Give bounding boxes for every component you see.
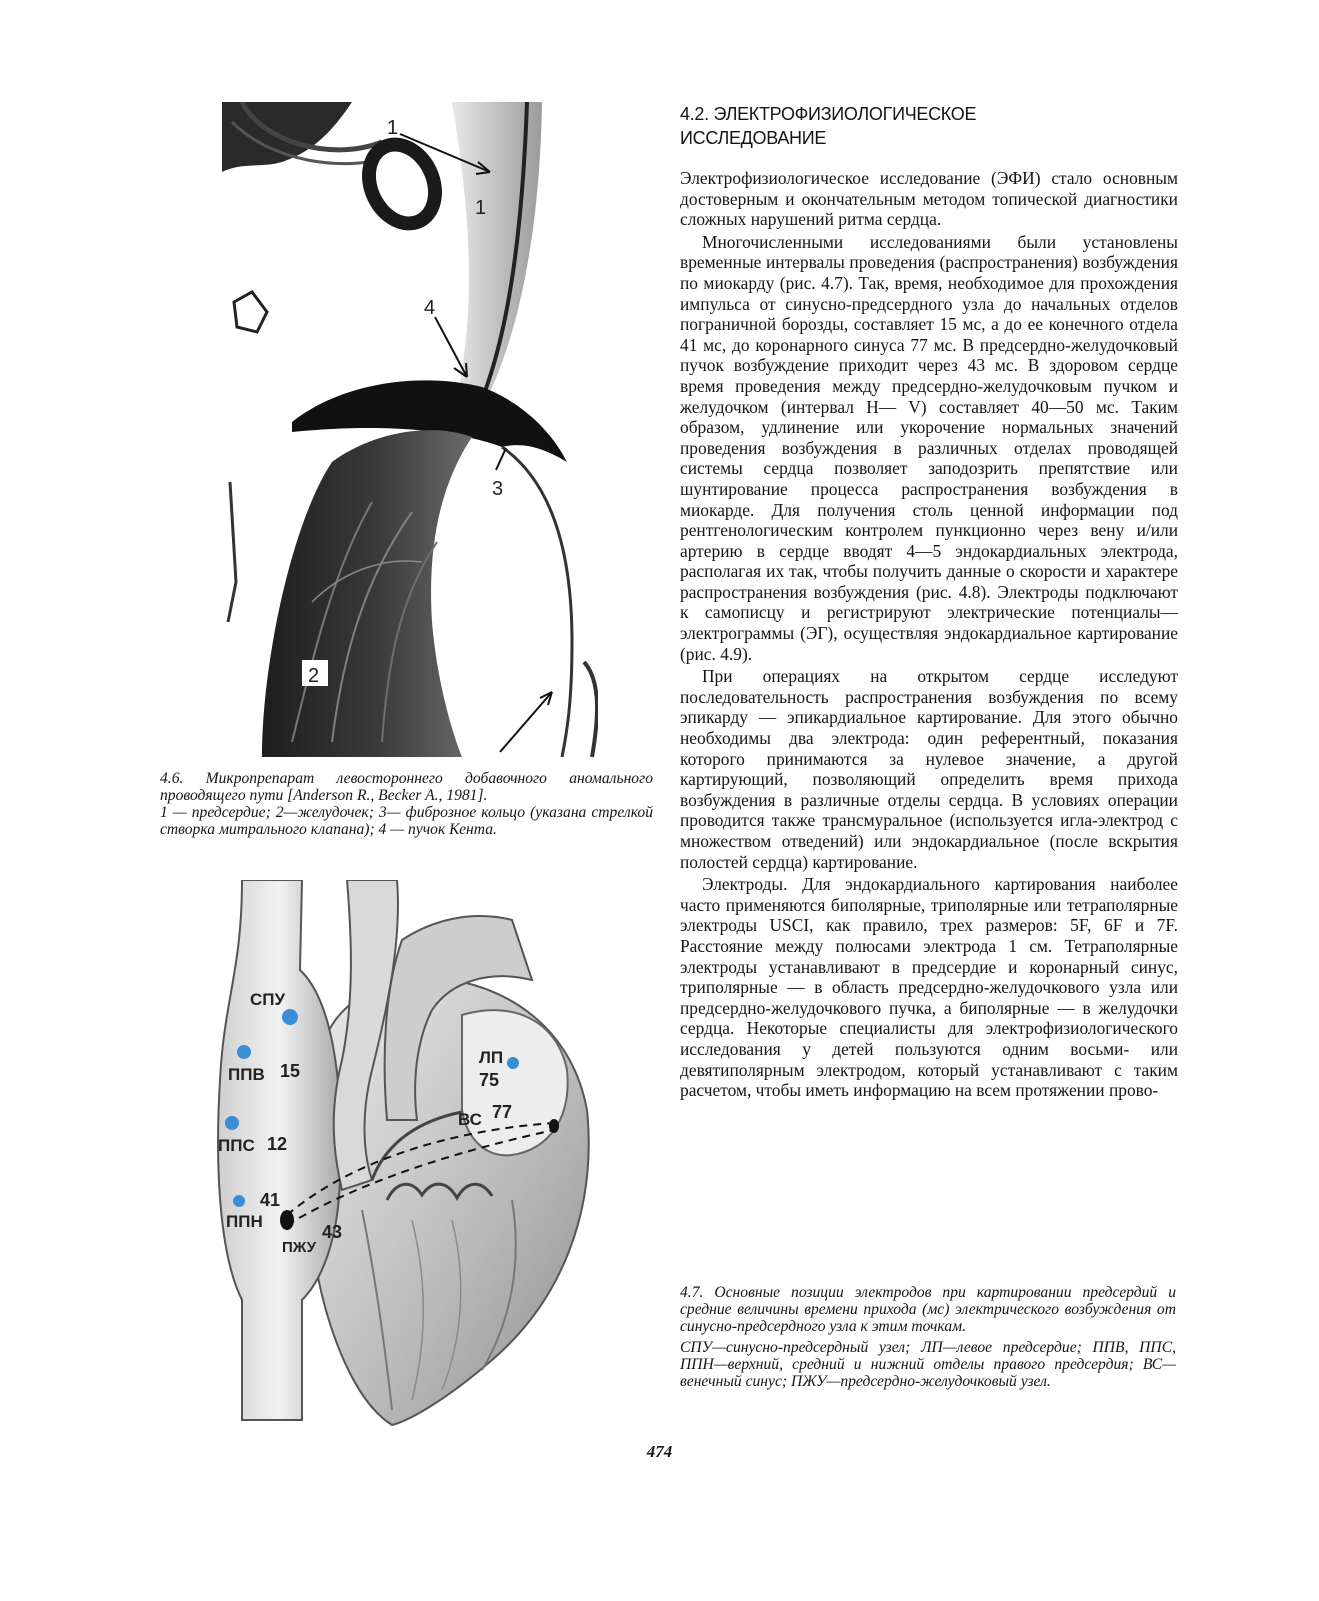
label-vs-time: 77 [492,1102,513,1122]
figure-4-7-caption-title: 4.7. Основные позиции электродов при картировании предсердий и средние величины времени прихода (мс) электрического возбуждения от синусно-предсердного узла к этим точкам. [680,1284,1176,1335]
section-heading-line-1: 4.2. ЭЛЕКТРОФИЗИОЛОГИЧЕСКОЕ [680,104,977,124]
label-pps: ППС [218,1136,255,1155]
micrograph-figure [222,102,598,758]
figure-4-6-caption [160,770,653,838]
ppv-electrode-dot [237,1045,251,1059]
heart-diagram-figure [212,880,602,1440]
paragraph-2: Многочисленными исследованиями были установлены временные интервалы проведения (распространения) возбуждения по миокарду (рис. 4.7). Так, время, необходимое для прохождения импульса от синусно-предсердного узла до начальных отделов пограничной борозды, составляет 15 мс, а до ее конечного отдела 41 мс, до коронарного синуса 77 мс. В предсердно-желудочковый пучок возбуждение приходит через 43 мс. В здоровом сердце время проведения между предсердно-желудочковым пучком и желудочком (интервал H— V) составляет 40—50 мс. Таким образом, удлинение или укорочение нормальных значений проведения возбуждения в различных отделах проводящей системы сердца позволяет заподозрить препятствие или шунтирование процесса распространения возбуждения в миокарде. Для получения столь ценной информации под рентгенологическим контролем пункционно через вену и/или артерию в сердце вводят 4—5 эндокардиальных электрода, располагая их так, чтобы получить данные о скорости и характере распространения возбуждения (рис. 4.8). Электроды подключают к самописцу и регистрируют электрические потенциалы—электрограммы (ЭГ), осуществляя эндокардиальное картирование (рис. 4.9). [680,231,1178,664]
page-number: 474 [646,1442,673,1461]
paragraph-4: Электроды. Для эндокардиального картирования наиболее часто применяются биполярные, триполярные или тетраполярные электроды USCI, как правило, трех размеров: 5F, 6F и 7F. Расстояние между полюсами электрода 1 см. Тетраполярные электроды устанавливают в предсердие и коронарный синус, триполярные — в область предсердно-желудочкового узла или предсердно-желудочкового пучка, а биполярные — в желудочки сердца. Некоторые специалисты для электрофизиологического исследования у детей пользуются одним восьми- или девятиполярным электродом, который устанавливают с таким расчетом, чтобы иметь информацию на всем протяжении прово- [680,874,1178,1101]
section-heading [680,102,1150,150]
lp-electrode-dot [507,1057,519,1069]
label-pzhu: ПЖУ [282,1239,317,1256]
spu-electrode-dot [282,1009,298,1025]
label-vs: ВС [458,1110,482,1129]
label-ppv: ППВ [228,1065,265,1084]
figure-4-7-caption [680,1284,1176,1394]
figure-4-6-caption-title: 4.6. Микропрепарат левостороннего добавочного аномального проводящего пути [Anderson R., Becker A., 1981]. [160,770,653,804]
section-heading-line-2: ИССЛЕДОВАНИЕ [680,128,827,148]
fig1-label-3: 3 [492,478,504,500]
body-text [680,168,1178,1103]
figure-4-7-caption-legend: СПУ—синусно-предсердный узел; ЛП—левое предсердие; ППВ, ППС, ППН—верхний, средний и нижний отделы правого предсердия; ВС—венечный синус; ПЖУ—предсердно-желудочковый узел. [680,1339,1176,1390]
label-pzhu-time: 43 [322,1222,343,1242]
paragraph-1: Электрофизиологическое исследование (ЭФИ) стало основным достоверным и окончательным методом топической диагностики сложных нарушений ритма сердца. [680,168,1178,230]
figure-4-6-caption-legend: 1 — предсердие; 2—желудочек; 3— фиброзное кольцо (указана стрелкой створка митрального клапана); 4 — пучок Кента. [160,804,653,838]
pps-electrode-dot [225,1116,239,1130]
fig1-label-1b: 1 [475,197,487,219]
fig1-label-4: 4 [424,297,436,319]
fig1-label-1a: 1 [387,117,399,139]
paragraph-3: При операциях на открытом сердце исследуют последовательность распространения возбуждения по всему эпикарду — эпикардиальное картирование. Для этого обычно необходимы два электрода: один референтный, показания которого принимаются за нулевое значение, а другой картирующий, позволяющий определить время прихода возбуждения в различные отделы сердца. В условиях операции проводится также трансмуральное (используется игла-электрод с множеством отведений) или эндокардиальное (после вскрытия полостей сердца) картирование. [680,666,1178,872]
label-ppv-time: 15 [280,1061,301,1081]
label-ppn-time: 41 [260,1190,281,1210]
label-pps-time: 12 [267,1134,288,1154]
ppn-electrode-dot [233,1195,245,1207]
label-spu: СПУ [250,990,286,1009]
fig1-label-2: 2 [308,665,320,687]
label-ppn: ППН [226,1212,263,1231]
label-lp: ЛП [479,1048,504,1067]
label-lp-time: 75 [479,1070,500,1090]
